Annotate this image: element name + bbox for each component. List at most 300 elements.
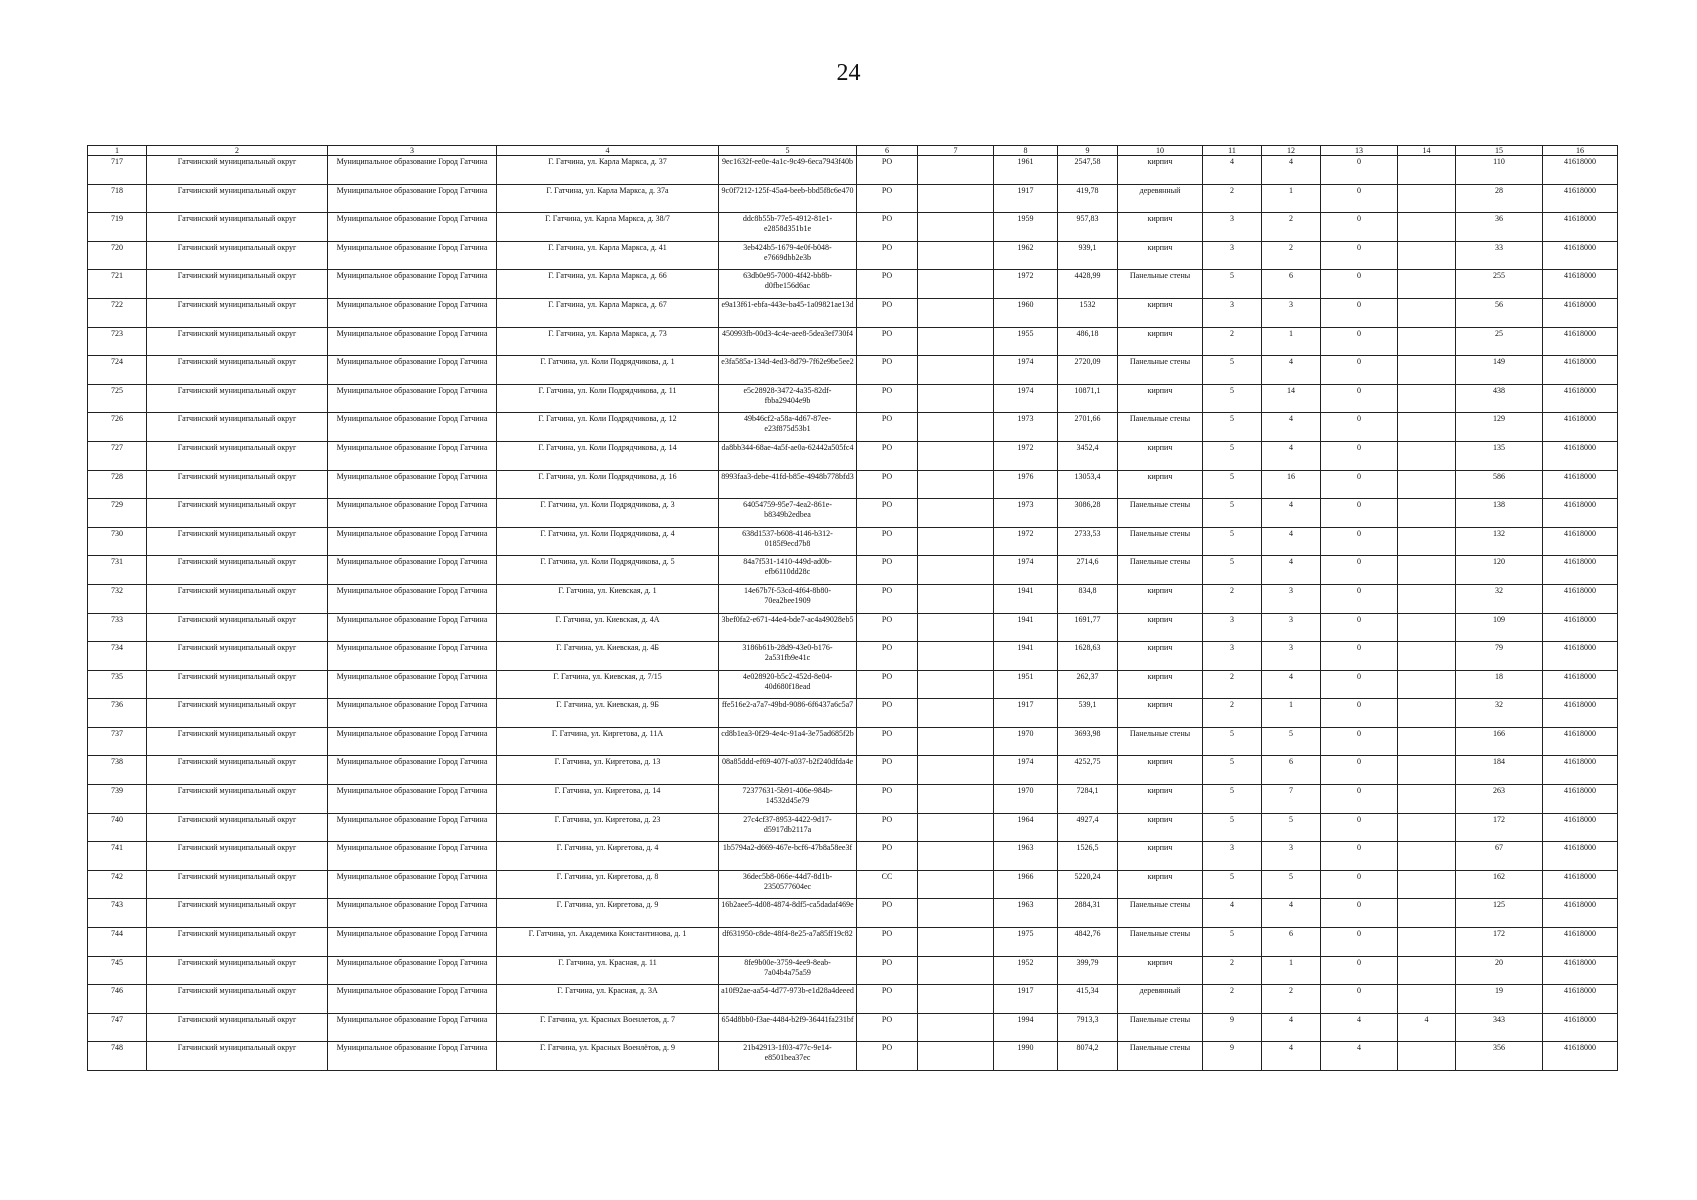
column-14-cell <box>1398 727 1456 756</box>
program-type-cell: РО <box>857 1013 918 1042</box>
entrances-cell: 1 <box>1262 699 1321 728</box>
fias-guid-cell: 3eb424b5-1679-4e0f-b048-e7669dbb2e3b <box>719 241 857 270</box>
row-number-cell: 718 <box>88 184 147 213</box>
oktmo-cell: 41618000 <box>1543 842 1618 871</box>
program-type-cell: РО <box>857 928 918 957</box>
address-cell: Г. Гатчина, ул. Киевская, д. 7/15 <box>497 670 719 699</box>
year-built-cell: 1994 <box>994 1013 1058 1042</box>
floors-cell: 5 <box>1203 785 1262 814</box>
wall-material-cell: кирпич <box>1118 785 1203 814</box>
oktmo-cell: 41618000 <box>1543 727 1618 756</box>
column-13-cell: 0 <box>1321 527 1398 556</box>
floors-cell: 5 <box>1203 556 1262 585</box>
year-built-cell: 1974 <box>994 756 1058 785</box>
address-cell: Г. Гатчина, ул. Киевская, д. 9Б <box>497 699 719 728</box>
wall-material-cell: кирпич <box>1118 870 1203 899</box>
program-type-cell: РО <box>857 642 918 671</box>
fias-guid-cell: e9a13f61-ebfa-443e-ba45-1a09821ae13d <box>719 298 857 327</box>
column-13-cell: 0 <box>1321 184 1398 213</box>
residents-cell: 162 <box>1456 870 1543 899</box>
district-cell: Гатчинский муниципальный округ <box>147 241 328 270</box>
floors-cell: 2 <box>1203 956 1262 985</box>
table-row <box>88 556 1618 585</box>
program-type-cell: РО <box>857 956 918 985</box>
column-13-cell: 0 <box>1321 870 1398 899</box>
table-row <box>88 1013 1618 1042</box>
oktmo-cell: 41618000 <box>1543 584 1618 613</box>
column-7-cell <box>918 441 994 470</box>
address-cell: Г. Гатчина, ул. Коли Подрядчикова, д. 5 <box>497 556 719 585</box>
entrances-cell: 16 <box>1262 470 1321 499</box>
area-cell: 399,79 <box>1058 956 1118 985</box>
column-13-cell: 0 <box>1321 899 1398 928</box>
column-14-cell <box>1398 213 1456 242</box>
program-type-cell: РО <box>857 556 918 585</box>
column-7-cell <box>918 356 994 385</box>
program-type-cell: РО <box>857 270 918 299</box>
table-row <box>88 642 1618 671</box>
area-cell: 1691,77 <box>1058 613 1118 642</box>
address-cell: Г. Гатчина, ул. Карла Маркса, д. 38/7 <box>497 213 719 242</box>
oktmo-cell: 41618000 <box>1543 1013 1618 1042</box>
municipality-cell: Муниципальное образование Город Гатчина <box>328 956 497 985</box>
program-type-cell: РО <box>857 785 918 814</box>
area-cell: 10871,1 <box>1058 384 1118 413</box>
year-built-cell: 1917 <box>994 985 1058 1014</box>
housing-register-table <box>87 145 1618 1071</box>
oktmo-cell: 41618000 <box>1543 441 1618 470</box>
row-number-cell: 721 <box>88 270 147 299</box>
floors-cell: 2 <box>1203 670 1262 699</box>
column-14-cell <box>1398 384 1456 413</box>
fias-guid-cell: 4e028920-b5c2-452d-8e04-40d680f18ead <box>719 670 857 699</box>
floors-cell: 5 <box>1203 727 1262 756</box>
row-number-cell: 734 <box>88 642 147 671</box>
program-type-cell: РО <box>857 156 918 185</box>
wall-material-cell: кирпич <box>1118 298 1203 327</box>
district-cell: Гатчинский муниципальный округ <box>147 785 328 814</box>
address-cell: Г. Гатчина, ул. Киевская, д. 1 <box>497 584 719 613</box>
entrances-cell: 6 <box>1262 270 1321 299</box>
year-built-cell: 1961 <box>994 156 1058 185</box>
row-number-cell: 740 <box>88 813 147 842</box>
municipality-cell: Муниципальное образование Город Гатчина <box>328 899 497 928</box>
year-built-cell: 1972 <box>994 441 1058 470</box>
column-13-cell: 0 <box>1321 727 1398 756</box>
municipality-cell: Муниципальное образование Город Гатчина <box>328 870 497 899</box>
oktmo-cell: 41618000 <box>1543 527 1618 556</box>
wall-material-cell: Панельные стены <box>1118 499 1203 528</box>
address-cell: Г. Гатчина, ул. Коли Подрядчикова, д. 11 <box>497 384 719 413</box>
area-cell: 4842,76 <box>1058 928 1118 957</box>
table-row <box>88 699 1618 728</box>
floors-cell: 2 <box>1203 985 1262 1014</box>
year-built-cell: 1917 <box>994 184 1058 213</box>
column-number-12: 12 <box>1262 146 1321 156</box>
floors-cell: 5 <box>1203 270 1262 299</box>
table-row <box>88 756 1618 785</box>
residents-cell: 263 <box>1456 785 1543 814</box>
column-7-cell <box>918 842 994 871</box>
area-cell: 8074,2 <box>1058 1042 1118 1071</box>
year-built-cell: 1990 <box>994 1042 1058 1071</box>
table-row <box>88 441 1618 470</box>
address-cell: Г. Гатчина, ул. Киргетова, д. 8 <box>497 870 719 899</box>
residents-cell: 129 <box>1456 413 1543 442</box>
column-13-cell: 0 <box>1321 270 1398 299</box>
column-14-cell <box>1398 613 1456 642</box>
entrances-cell: 4 <box>1262 1013 1321 1042</box>
column-13-cell: 0 <box>1321 699 1398 728</box>
column-number-16: 16 <box>1543 146 1618 156</box>
column-number-6: 6 <box>857 146 918 156</box>
year-built-cell: 1962 <box>994 241 1058 270</box>
column-7-cell <box>918 413 994 442</box>
row-number-cell: 741 <box>88 842 147 871</box>
column-7-cell <box>918 899 994 928</box>
column-number-4: 4 <box>497 146 719 156</box>
column-13-cell: 0 <box>1321 470 1398 499</box>
area-cell: 4927,4 <box>1058 813 1118 842</box>
area-cell: 2720,09 <box>1058 356 1118 385</box>
oktmo-cell: 41618000 <box>1543 670 1618 699</box>
column-14-cell <box>1398 670 1456 699</box>
area-cell: 2733,53 <box>1058 527 1118 556</box>
entrances-cell: 3 <box>1262 613 1321 642</box>
municipality-cell: Муниципальное образование Город Гатчина <box>328 356 497 385</box>
municipality-cell: Муниципальное образование Город Гатчина <box>328 156 497 185</box>
row-number-cell: 733 <box>88 613 147 642</box>
wall-material-cell: Панельные стены <box>1118 928 1203 957</box>
area-cell: 539,1 <box>1058 699 1118 728</box>
entrances-cell: 7 <box>1262 785 1321 814</box>
wall-material-cell: кирпич <box>1118 584 1203 613</box>
column-number-row <box>88 146 1618 156</box>
table-row <box>88 413 1618 442</box>
district-cell: Гатчинский муниципальный округ <box>147 213 328 242</box>
area-cell: 4428,99 <box>1058 270 1118 299</box>
entrances-cell: 4 <box>1262 1042 1321 1071</box>
table-row <box>88 470 1618 499</box>
area-cell: 3086,28 <box>1058 499 1118 528</box>
program-type-cell: РО <box>857 613 918 642</box>
entrances-cell: 4 <box>1262 670 1321 699</box>
municipality-cell: Муниципальное образование Город Гатчина <box>328 556 497 585</box>
column-14-cell <box>1398 413 1456 442</box>
area-cell: 5220,24 <box>1058 870 1118 899</box>
entrances-cell: 4 <box>1262 356 1321 385</box>
floors-cell: 3 <box>1203 613 1262 642</box>
row-number-cell: 727 <box>88 441 147 470</box>
district-cell: Гатчинский муниципальный округ <box>147 613 328 642</box>
wall-material-cell: Панельные стены <box>1118 899 1203 928</box>
address-cell: Г. Гатчина, ул. Красная, д. 3А <box>497 985 719 1014</box>
fias-guid-cell: df631950-c8de-48f4-8e25-a7a85ff19c82 <box>719 928 857 957</box>
floors-cell: 9 <box>1203 1042 1262 1071</box>
residents-cell: 18 <box>1456 670 1543 699</box>
table-row <box>88 527 1618 556</box>
area-cell: 7913,3 <box>1058 1013 1118 1042</box>
column-13-cell: 0 <box>1321 156 1398 185</box>
area-cell: 2547,58 <box>1058 156 1118 185</box>
district-cell: Гатчинский муниципальный округ <box>147 842 328 871</box>
floors-cell: 3 <box>1203 642 1262 671</box>
entrances-cell: 1 <box>1262 956 1321 985</box>
table-row <box>88 670 1618 699</box>
wall-material-cell: деревянный <box>1118 184 1203 213</box>
address-cell: Г. Гатчина, ул. Коли Подрядчикова, д. 16 <box>497 470 719 499</box>
address-cell: Г. Гатчина, ул. Карла Маркса, д. 41 <box>497 241 719 270</box>
column-7-cell <box>918 270 994 299</box>
year-built-cell: 1975 <box>994 928 1058 957</box>
address-cell: Г. Гатчина, ул. Коли Подрядчикова, д. 14 <box>497 441 719 470</box>
floors-cell: 3 <box>1203 298 1262 327</box>
district-cell: Гатчинский муниципальный округ <box>147 441 328 470</box>
municipality-cell: Муниципальное образование Город Гатчина <box>328 699 497 728</box>
residents-cell: 135 <box>1456 441 1543 470</box>
column-7-cell <box>918 470 994 499</box>
district-cell: Гатчинский муниципальный округ <box>147 470 328 499</box>
column-13-cell: 0 <box>1321 670 1398 699</box>
column-14-cell <box>1398 184 1456 213</box>
address-cell: Г. Гатчина, ул. Киргетова, д. 11А <box>497 727 719 756</box>
column-14-cell <box>1398 156 1456 185</box>
year-built-cell: 1960 <box>994 298 1058 327</box>
fias-guid-cell: 654d8bb0-f3ae-4484-b2f9-36441fa231bf <box>719 1013 857 1042</box>
area-cell: 1628,63 <box>1058 642 1118 671</box>
column-7-cell <box>918 327 994 356</box>
oktmo-cell: 41618000 <box>1543 356 1618 385</box>
column-7-cell <box>918 1013 994 1042</box>
entrances-cell: 4 <box>1262 899 1321 928</box>
district-cell: Гатчинский муниципальный округ <box>147 928 328 957</box>
area-cell: 939,1 <box>1058 241 1118 270</box>
municipality-cell: Муниципальное образование Город Гатчина <box>328 441 497 470</box>
program-type-cell: РО <box>857 499 918 528</box>
entrances-cell: 1 <box>1262 327 1321 356</box>
table-row <box>88 842 1618 871</box>
column-number-10: 10 <box>1118 146 1203 156</box>
floors-cell: 5 <box>1203 756 1262 785</box>
program-type-cell: РО <box>857 527 918 556</box>
fias-guid-cell: 64054759-95e7-4ea2-861e-b8349b2edbea <box>719 499 857 528</box>
program-type-cell: РО <box>857 985 918 1014</box>
oktmo-cell: 41618000 <box>1543 556 1618 585</box>
municipality-cell: Муниципальное образование Город Гатчина <box>328 499 497 528</box>
row-number-cell: 739 <box>88 785 147 814</box>
column-14-cell <box>1398 356 1456 385</box>
area-cell: 3452,4 <box>1058 441 1118 470</box>
year-built-cell: 1963 <box>994 899 1058 928</box>
entrances-cell: 4 <box>1262 441 1321 470</box>
district-cell: Гатчинский муниципальный округ <box>147 899 328 928</box>
column-7-cell <box>918 499 994 528</box>
residents-cell: 356 <box>1456 1042 1543 1071</box>
wall-material-cell: кирпич <box>1118 699 1203 728</box>
row-number-cell: 735 <box>88 670 147 699</box>
row-number-cell: 742 <box>88 870 147 899</box>
fias-guid-cell: 84a7f531-1410-449d-ad0b-efb6110dd28c <box>719 556 857 585</box>
column-13-cell: 4 <box>1321 1013 1398 1042</box>
oktmo-cell: 41618000 <box>1543 928 1618 957</box>
area-cell: 2701,66 <box>1058 413 1118 442</box>
residents-cell: 36 <box>1456 213 1543 242</box>
floors-cell: 5 <box>1203 499 1262 528</box>
entrances-cell: 4 <box>1262 527 1321 556</box>
year-built-cell: 1941 <box>994 584 1058 613</box>
column-7-cell <box>918 727 994 756</box>
column-13-cell: 0 <box>1321 756 1398 785</box>
program-type-cell: РО <box>857 670 918 699</box>
area-cell: 834,8 <box>1058 584 1118 613</box>
row-number-cell: 747 <box>88 1013 147 1042</box>
table-row <box>88 813 1618 842</box>
column-7-cell <box>918 785 994 814</box>
municipality-cell: Муниципальное образование Город Гатчина <box>328 298 497 327</box>
column-number-1: 1 <box>88 146 147 156</box>
oktmo-cell: 41618000 <box>1543 699 1618 728</box>
column-14-cell <box>1398 842 1456 871</box>
table-row <box>88 899 1618 928</box>
residents-cell: 28 <box>1456 184 1543 213</box>
row-number-cell: 726 <box>88 413 147 442</box>
district-cell: Гатчинский муниципальный округ <box>147 985 328 1014</box>
year-built-cell: 1973 <box>994 413 1058 442</box>
entrances-cell: 3 <box>1262 642 1321 671</box>
column-14-cell <box>1398 470 1456 499</box>
column-7-cell <box>918 184 994 213</box>
district-cell: Гатчинский муниципальный округ <box>147 270 328 299</box>
wall-material-cell: кирпич <box>1118 842 1203 871</box>
program-type-cell: РО <box>857 1042 918 1071</box>
oktmo-cell: 41618000 <box>1543 870 1618 899</box>
column-number-11: 11 <box>1203 146 1262 156</box>
fias-guid-cell: cd8b1ea3-0f29-4e4c-91a4-3e75ad685f2b <box>719 727 857 756</box>
address-cell: Г. Гатчина, ул. Карла Маркса, д. 66 <box>497 270 719 299</box>
floors-cell: 2 <box>1203 327 1262 356</box>
column-7-cell <box>918 699 994 728</box>
column-7-cell <box>918 870 994 899</box>
fias-guid-cell: 8993faa3-debe-41fd-b85e-4948b778bfd3 <box>719 470 857 499</box>
wall-material-cell: кирпич <box>1118 642 1203 671</box>
oktmo-cell: 41618000 <box>1543 613 1618 642</box>
residents-cell: 33 <box>1456 241 1543 270</box>
column-13-cell: 0 <box>1321 584 1398 613</box>
program-type-cell: РО <box>857 356 918 385</box>
entrances-cell: 4 <box>1262 413 1321 442</box>
column-13-cell: 0 <box>1321 499 1398 528</box>
district-cell: Гатчинский муниципальный округ <box>147 584 328 613</box>
floors-cell: 5 <box>1203 356 1262 385</box>
column-14-cell <box>1398 327 1456 356</box>
residents-cell: 120 <box>1456 556 1543 585</box>
column-number-2: 2 <box>147 146 328 156</box>
oktmo-cell: 41618000 <box>1543 413 1618 442</box>
entrances-cell: 2 <box>1262 985 1321 1014</box>
entrances-cell: 1 <box>1262 184 1321 213</box>
fias-guid-cell: a10f92ae-aa54-4d77-973b-e1d28a4deeed <box>719 985 857 1014</box>
oktmo-cell: 41618000 <box>1543 899 1618 928</box>
column-13-cell: 0 <box>1321 213 1398 242</box>
address-cell: Г. Гатчина, ул. Красных Военлетов, д. 7 <box>497 1013 719 1042</box>
municipality-cell: Муниципальное образование Город Гатчина <box>328 813 497 842</box>
address-cell: Г. Гатчина, ул. Киевская, д. 4Б <box>497 642 719 671</box>
column-13-cell: 0 <box>1321 298 1398 327</box>
column-14-cell <box>1398 813 1456 842</box>
year-built-cell: 1951 <box>994 670 1058 699</box>
municipality-cell: Муниципальное образование Город Гатчина <box>328 1042 497 1071</box>
column-7-cell <box>918 928 994 957</box>
column-13-cell: 0 <box>1321 241 1398 270</box>
area-cell: 957,83 <box>1058 213 1118 242</box>
wall-material-cell: Панельные стены <box>1118 727 1203 756</box>
area-cell: 7284,1 <box>1058 785 1118 814</box>
address-cell: Г. Гатчина, ул. Коли Подрядчикова, д. 1 <box>497 356 719 385</box>
address-cell: Г. Гатчина, ул. Киевская, д. 4А <box>497 613 719 642</box>
district-cell: Гатчинский муниципальный округ <box>147 156 328 185</box>
column-13-cell: 0 <box>1321 384 1398 413</box>
municipality-cell: Муниципальное образование Город Гатчина <box>328 928 497 957</box>
program-type-cell: РО <box>857 842 918 871</box>
oktmo-cell: 41618000 <box>1543 270 1618 299</box>
residents-cell: 172 <box>1456 928 1543 957</box>
wall-material-cell: кирпич <box>1118 384 1203 413</box>
residents-cell: 20 <box>1456 956 1543 985</box>
municipality-cell: Муниципальное образование Город Гатчина <box>328 327 497 356</box>
year-built-cell: 1970 <box>994 785 1058 814</box>
column-7-cell <box>918 813 994 842</box>
address-cell: Г. Гатчина, ул. Коли Подрядчикова, д. 4 <box>497 527 719 556</box>
wall-material-cell: Панельные стены <box>1118 556 1203 585</box>
program-type-cell: РО <box>857 899 918 928</box>
wall-material-cell: кирпич <box>1118 613 1203 642</box>
fias-guid-cell: 1b5794a2-d669-467e-bcf6-47b8a58ee3f <box>719 842 857 871</box>
column-14-cell <box>1398 441 1456 470</box>
program-type-cell: РО <box>857 813 918 842</box>
area-cell: 2714,6 <box>1058 556 1118 585</box>
district-cell: Гатчинский муниципальный округ <box>147 670 328 699</box>
column-7-cell <box>918 241 994 270</box>
municipality-cell: Муниципальное образование Город Гатчина <box>328 1013 497 1042</box>
table-row <box>88 213 1618 242</box>
program-type-cell: РО <box>857 241 918 270</box>
program-type-cell: РО <box>857 413 918 442</box>
address-cell: Г. Гатчина, ул. Красных Военлётов, д. 9 <box>497 1042 719 1071</box>
entrances-cell: 6 <box>1262 756 1321 785</box>
residents-cell: 67 <box>1456 842 1543 871</box>
column-13-cell: 0 <box>1321 327 1398 356</box>
residents-cell: 32 <box>1456 584 1543 613</box>
district-cell: Гатчинский муниципальный округ <box>147 556 328 585</box>
table-row <box>88 241 1618 270</box>
year-built-cell: 1959 <box>994 213 1058 242</box>
entrances-cell: 3 <box>1262 842 1321 871</box>
column-14-cell <box>1398 556 1456 585</box>
row-number-cell: 730 <box>88 527 147 556</box>
column-13-cell: 0 <box>1321 785 1398 814</box>
municipality-cell: Муниципальное образование Город Гатчина <box>328 727 497 756</box>
municipality-cell: Муниципальное образование Город Гатчина <box>328 842 497 871</box>
municipality-cell: Муниципальное образование Город Гатчина <box>328 470 497 499</box>
year-built-cell: 1963 <box>994 842 1058 871</box>
program-type-cell: РО <box>857 213 918 242</box>
table-row <box>88 298 1618 327</box>
row-number-cell: 722 <box>88 298 147 327</box>
floors-cell: 4 <box>1203 899 1262 928</box>
year-built-cell: 1974 <box>994 556 1058 585</box>
oktmo-cell: 41618000 <box>1543 470 1618 499</box>
column-13-cell: 0 <box>1321 556 1398 585</box>
